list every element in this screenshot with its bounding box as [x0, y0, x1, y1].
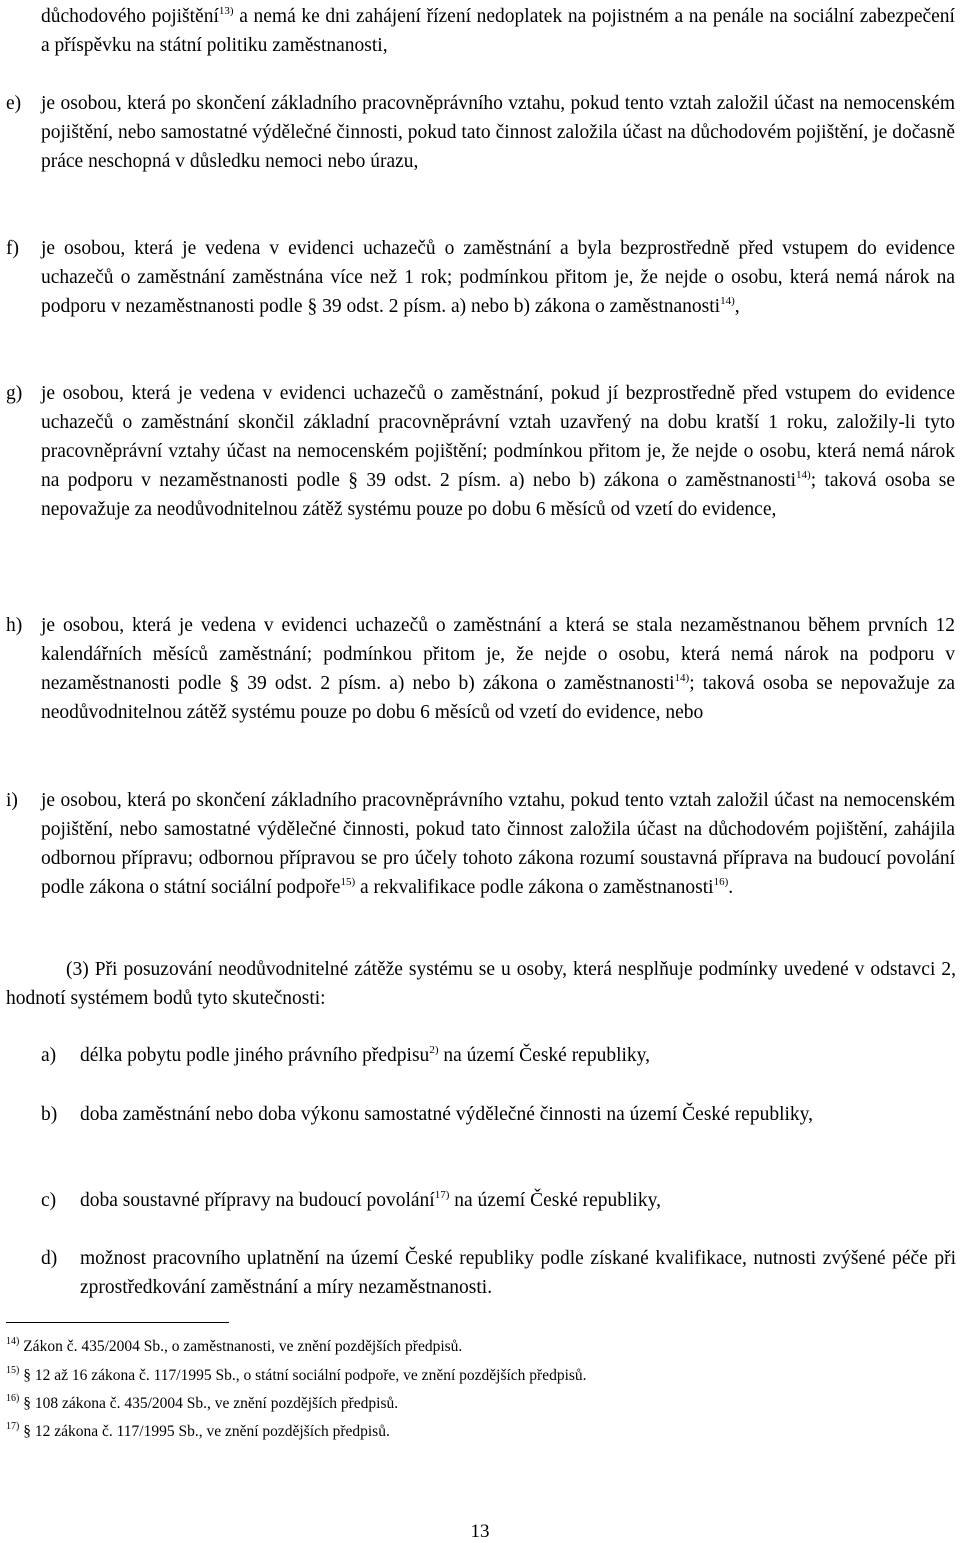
footnote-ref: 14) — [720, 294, 735, 307]
footnote-14 — [6, 1337, 462, 1357]
item-text: je osobou, která je vedena v evidenci uchazečů o zaměstnání a která se stala nezaměstnanou během prvních 12 kalendářních měsíců zaměstnání; podmínkou přitom je, že nejde o osobu, která nemá nárok na podporu v nezaměstnanosti podle § 39 odst. 2 písm. a) nebo b) zákona o zaměstnanosti$^{14)}$; taková osoba se nepovažuje za neodůvodnitelnou zátěž systému pouze po dobu 6 měsíců od vzetí do evidence, nebo — [41, 615, 956, 723]
footnote-number: 14) — [6, 1335, 20, 1347]
item-label: h) — [6, 615, 23, 636]
subitem-text: doba zaměstnání nebo doba výkonu samostatné výdělečné činnosti na území České republiky, — [80, 1104, 814, 1125]
footnote-17 — [6, 1422, 390, 1442]
item-label: f) — [6, 238, 19, 259]
subitem-label: b) — [41, 1104, 58, 1125]
subitem-text: délka pobytu podle jiného právního předpisu$^{2)}$ na území České republiky, — [80, 1043, 651, 1066]
item-label: e) — [6, 93, 22, 114]
footnote-number: 17) — [6, 1420, 20, 1432]
item-text: je osobou, která je vedena v evidenci uchazečů o zaměstnání a byla bezprostředně před vstupem do evidence uchazečů o zaměstnání zaměstnána více než 1 rok; podmínkou přitom je, že nejde o osobu, která nemá nárok na podporu v nezaměstnanosti podle § 39 odst. 2 písm. a) nebo b) zákona o zaměstnanosti$^{14)}$, — [41, 238, 955, 317]
footnote-text: Zákon č. 435/2004 Sb., o zaměstnanosti, ve znění pozdějších předpisů. — [23, 1338, 463, 1355]
subitem-text: doba soustavné přípravy na budoucí povolání$^{17)}$ na území České republiky, — [80, 1188, 661, 1211]
item-label: g) — [6, 383, 23, 404]
footnote-16 — [6, 1394, 398, 1414]
footnote-separator — [6, 1322, 229, 1323]
page-number: 13 — [470, 1521, 490, 1542]
subitem-label: d) — [41, 1248, 58, 1269]
continuation-text — [41, 2, 955, 60]
footnote-ref: 13) — [218, 4, 234, 17]
item-text: je osobou, která po skončení základního pracovněprávního vztahu, pokud tento vztah založil účast na nemocenském pojištění, nebo samostatné výdělečné činnosti, pokud tato činnost založila účast na důchodovém pojištění, je dočasně práce neschopná v důsledku nemoci nebo úrazu, — [41, 93, 955, 172]
footnote-ref: 15) — [340, 875, 356, 888]
footnote-text: § 108 zákona č. 435/2004 Sb., ve znění pozdějších předpisů. — [23, 1395, 399, 1412]
footnote-ref: 14) — [796, 468, 811, 481]
footnote-text: § 12 zákona č. 117/1995 Sb., ve znění pozdějších předpisů. — [23, 1423, 390, 1440]
paragraph-3: (3) Při posuzování neodůvodnitelné zátěže systému se u osoby, která nesplňuje podmínky uvedené v odstavci 2, hodnotí systémem bodů tyto skutečnosti: — [6, 959, 956, 1009]
footnote-ref: 14) — [674, 671, 690, 684]
item-label: i) — [6, 790, 18, 811]
footnote-ref: 2) — [429, 1043, 439, 1056]
item-text: je osobou, která po skončení základního pracovněprávního vztahu, pokud tento vztah založil účast na nemocenském pojištění, nebo samostatné výdělečné činnosti, pokud tato činnost založila účast na důchodovém pojištění, zahájila odbornou přípravu; odbornou přípravou se pro účely tohoto zákona rozumí soustavná příprava na budoucí povolání podle zákona o státní sociální podpoře$^{15)}$ a rekvalifikace podle zákona o zaměstnanosti$^{16)}$. — [41, 790, 955, 898]
continuation-text-start: důchodového pojištění — [41, 6, 219, 27]
footnote-number: 15) — [6, 1364, 20, 1376]
subitem-label: c) — [41, 1190, 57, 1211]
footnote-ref: 17) — [434, 1188, 450, 1201]
footnote-ref: 16) — [713, 875, 729, 888]
subitem-label: a) — [41, 1045, 57, 1066]
footnote-number: 16) — [6, 1392, 20, 1404]
item-text: je osobou, která je vedena v evidenci uchazečů o zaměstnání, pokud jí bezprostředně před vstupem do evidence uchazečů o zaměstnání skončil základní pracovněprávní vztah uzavřený na dobu kratší 1 roku, založily-li tyto pracovněprávní vztahy účast na nemocenském pojištění; podmínkou přitom je, že nejde o osobu, která nemá nárok na podporu v nezaměstnanosti podle § 39 odst. 2 písm. a) nebo b) zákona o zaměstnanosti$^{14)}$; taková osoba se nepovažuje za neodůvodnitelnou zátěž systému pouze po dobu 6 měsíců od vzetí do evidence, — [41, 383, 955, 520]
footnote-15 — [6, 1366, 587, 1386]
subitem-text: možnost pracovního uplatnění na území České republiky podle získané kvalifikace, nutnosti zvýšené péče při zprostředkování zaměstnání a míry nezaměstnanosti. — [80, 1248, 956, 1298]
continuation-text-end: a nemá ke dni zahájení řízení nedoplatek na pojistném a na penále na sociální zabezpečení a příspěvku na státní politiku zaměstnanosti, — [41, 6, 955, 56]
footnote-text: § 12 až 16 zákona č. 117/1995 Sb., o státní sociální podpoře, ve znění pozdějších předpisů. — [23, 1367, 587, 1384]
